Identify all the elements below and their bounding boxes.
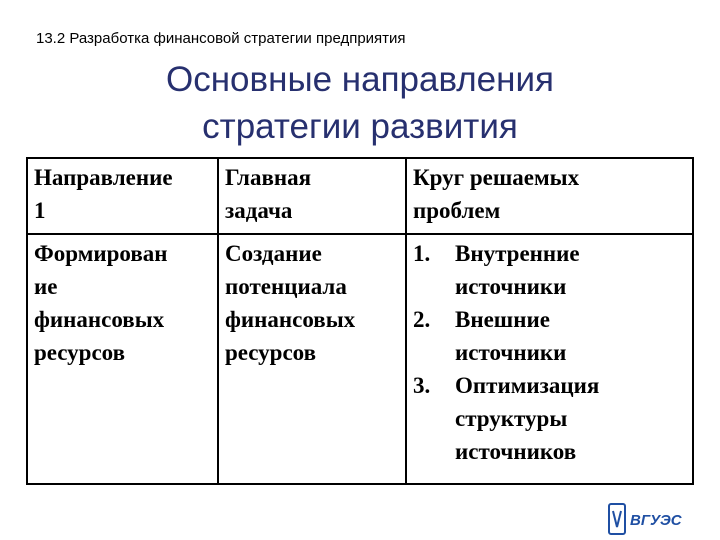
list-item-line: источники bbox=[455, 274, 567, 299]
slide-title-line-2: стратегии развития bbox=[202, 107, 518, 146]
list-item-line: Оптимизация bbox=[455, 373, 600, 398]
list-item bbox=[413, 303, 686, 369]
slide-title bbox=[70, 56, 650, 150]
header-direction-line-1: Направление bbox=[34, 165, 173, 190]
slide-title-line-1: Основные направления bbox=[166, 60, 554, 99]
header-task-line-2: задача bbox=[225, 198, 293, 223]
header-task-line-1: Главная bbox=[225, 165, 312, 190]
header-cell-direction bbox=[27, 158, 218, 234]
task-line: Создание bbox=[225, 241, 322, 266]
list-item-number: 3. bbox=[413, 373, 431, 398]
logo-emblem-icon bbox=[609, 504, 625, 534]
list-item bbox=[413, 237, 686, 303]
list-item-line: источники bbox=[455, 340, 567, 365]
list-item-number: 2. bbox=[413, 307, 431, 332]
table-row bbox=[27, 234, 693, 484]
slide-subtitle: 13.2 Разработка финансовой стратегии предприятия bbox=[36, 30, 406, 47]
list-item-line: Внешние bbox=[455, 307, 550, 332]
list-item-line: Внутренние bbox=[455, 241, 580, 266]
header-direction-line-2: 1 bbox=[34, 198, 46, 223]
header-problems-line-2: проблем bbox=[413, 198, 501, 223]
list-item-number: 1. bbox=[413, 241, 431, 266]
cell-problems bbox=[406, 234, 693, 484]
direction-line: финансовых bbox=[34, 307, 165, 332]
direction-line: Формирован bbox=[34, 241, 168, 266]
cell-direction bbox=[27, 234, 218, 484]
university-logo bbox=[608, 503, 704, 535]
problems-list bbox=[413, 237, 686, 468]
list-item bbox=[413, 369, 686, 468]
task-line: потенциала bbox=[225, 274, 347, 299]
cell-task bbox=[218, 234, 406, 484]
task-line: ресурсов bbox=[225, 340, 317, 365]
table-header-row bbox=[27, 158, 693, 234]
strategy-table bbox=[26, 157, 694, 485]
direction-line: ресурсов bbox=[34, 340, 126, 365]
direction-line: ие bbox=[34, 274, 58, 299]
header-problems-line-1: Круг решаемых bbox=[413, 165, 580, 190]
header-cell-task bbox=[218, 158, 406, 234]
task-line: финансовых bbox=[225, 307, 356, 332]
logo-text: ВГУЭС bbox=[630, 512, 682, 529]
list-item-line: структуры bbox=[455, 406, 568, 431]
header-cell-problems bbox=[406, 158, 693, 234]
list-item-line: источников bbox=[455, 439, 577, 464]
